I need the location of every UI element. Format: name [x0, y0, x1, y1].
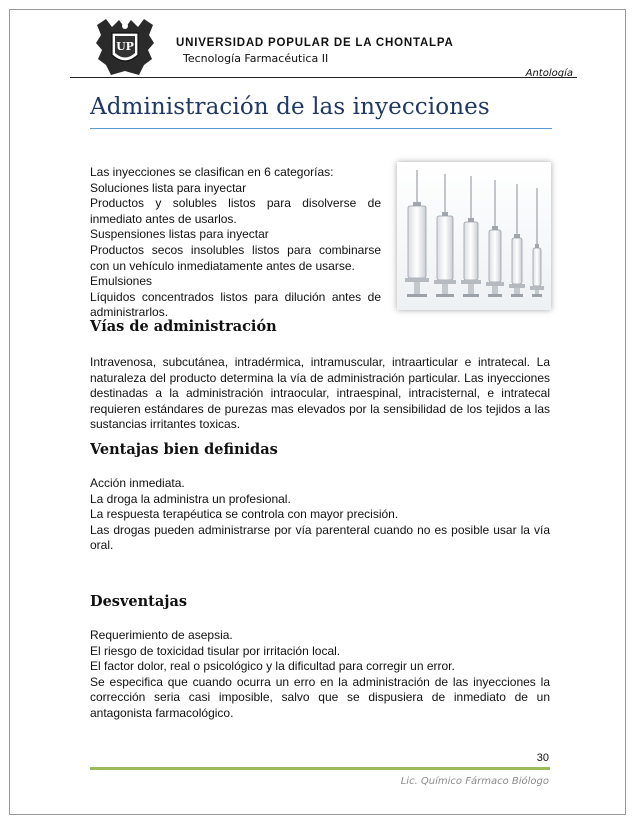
intro-line: Productos secos insolubles listos para combinarse con un vehículo inmediatamente antes de usarse.	[90, 242, 381, 273]
section-label: Antología	[525, 68, 573, 79]
desventajas-line: Se especifica que cuando ocurra un erro en la administración de las inyecciones la corrección seria casi imposible, salvo que se dispusiera de inmediato de un antagonista farmacológico.	[90, 674, 550, 720]
ventajas-heading: Ventajas bien definidas	[90, 441, 278, 458]
page-number: 30	[536, 752, 549, 764]
university-crest-logo	[92, 17, 158, 77]
title-rule	[90, 128, 552, 129]
syringes-icon	[397, 162, 551, 310]
intro-line: Las inyecciones se clasifican en 6 categorías:	[90, 165, 334, 179]
desventajas-list	[90, 628, 550, 722]
intro-line: Soluciones lista para inyectar	[90, 180, 247, 195]
course-subtitle: Tecnología Farmacéutica II	[183, 52, 329, 65]
header-rule	[70, 77, 577, 78]
syringes-image	[397, 162, 551, 310]
vias-heading: Vías de administración	[90, 318, 277, 335]
vias-text: Intravenosa, subcutánea, intradérmica, intramuscular, intraarticular e intratecal. La naturaleza del producto determina la vía de administración particular. Las inyecciones destinadas a la administración intraocular, intraespinal, intracisternal, e intratecal requieren estándares de purezas mas elevados por la sensibilidad de los tejidos a las sustancias irritantes toxicas.	[90, 355, 550, 432]
svg-text:UP: UP	[116, 40, 134, 53]
university-name: UNIVERSIDAD POPULAR DE LA CHONTALPA	[176, 37, 454, 49]
page-title: Administración de las inyecciones	[90, 94, 490, 120]
intro-list	[90, 165, 381, 321]
desventajas-line: Requerimiento de asepsia.	[90, 628, 233, 642]
ventajas-line: Acción inmediata.	[90, 476, 185, 490]
ventajas-line: La respuesta terapéutica se controla con mayor precisión.	[90, 507, 399, 522]
intro-line: Líquidos concentrados listos para dilución antes de administrarlos.	[90, 289, 381, 320]
ventajas-line: Las drogas pueden administrarse por vía parenteral cuando no es posible usar la vía oral.	[90, 522, 550, 553]
intro-line: Emulsiones	[90, 274, 153, 289]
ventajas-list	[90, 476, 550, 554]
desventajas-line: El riesgo de toxicidad tisular por irritación local.	[90, 643, 341, 658]
desventajas-line: El factor dolor, real o psicológico y la dificultad para corregir un error.	[90, 659, 455, 674]
vias-paragraph	[90, 355, 550, 433]
intro-line: Suspensiones listas para inyectar	[90, 227, 269, 242]
desventajas-heading: Desventajas	[90, 593, 188, 610]
footer-rule	[90, 767, 550, 770]
intro-line: Productos y solubles listos para disolverse de inmediato antes de usarlos.	[90, 196, 381, 226]
ventajas-line: La droga la administra un profesional.	[90, 491, 291, 506]
footer-author: Lic. Químico Fármaco Biólogo	[400, 776, 549, 787]
